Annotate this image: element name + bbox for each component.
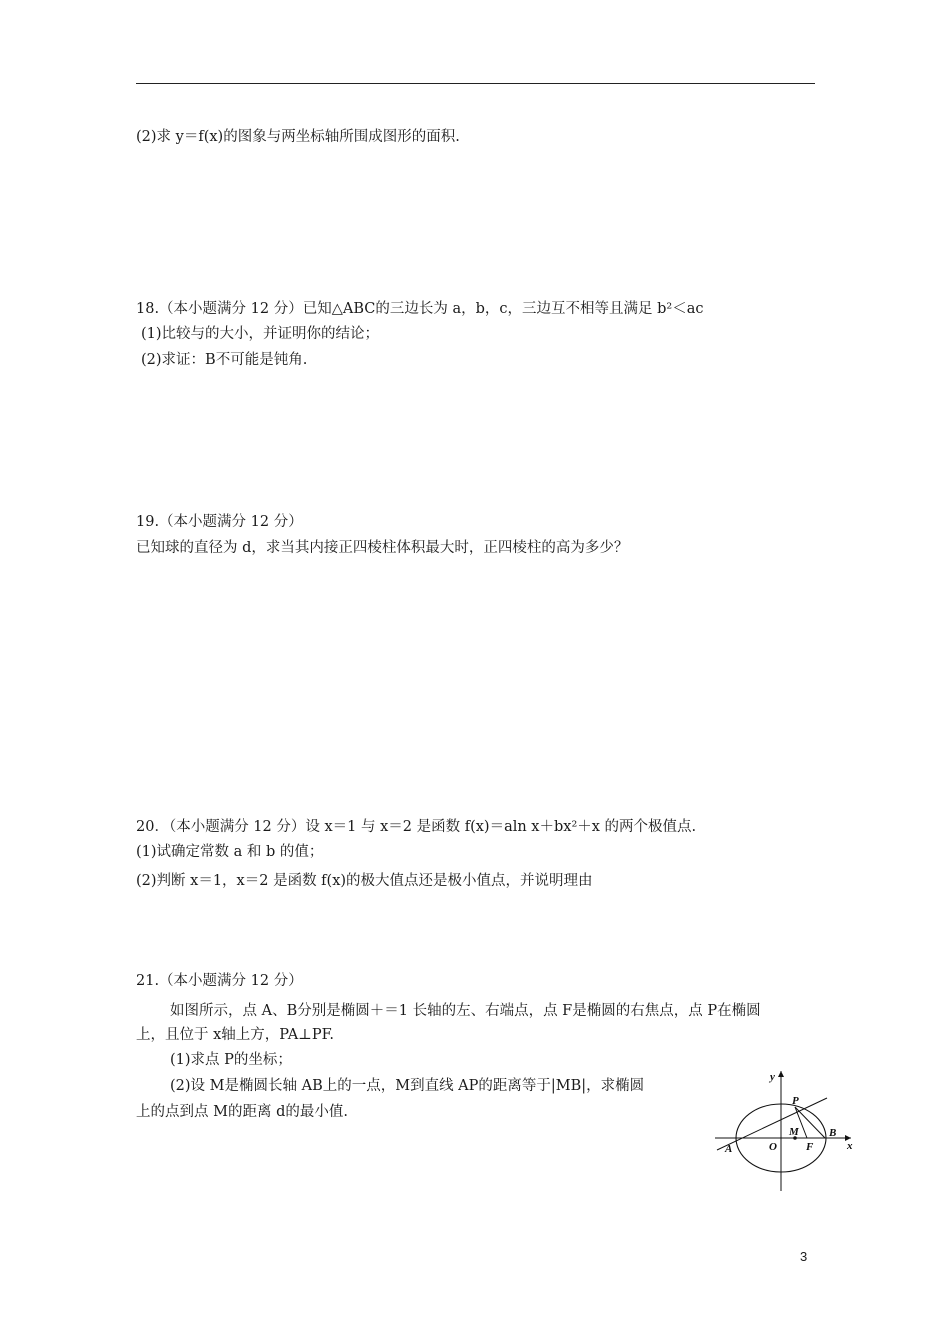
label-p: P: [792, 1095, 799, 1107]
prev-question-part-2: (2)求 y＝f(x)的图象与两坐标轴所围成图形的面积.: [136, 129, 460, 145]
question-21-stem: 21.（本小题满分 12 分）: [136, 973, 303, 989]
question-20-stem: 20．（本小题满分 12 分）设 x＝1 与 x＝2 是函数 f(x)＝aln x＋bx²＋x 的两个极值点.: [136, 819, 697, 835]
label-x: x: [847, 1140, 853, 1152]
label-o: O: [769, 1141, 777, 1153]
label-b: B: [829, 1127, 837, 1139]
question-20-part-1: (1)试确定常数 a 和 b 的值；: [136, 844, 324, 860]
question-20-part-2: (2)判断 x＝1，x＝2 是函数 f(x)的极大值点还是极小值点，并说明理由: [136, 873, 593, 889]
page-number: 3: [800, 1249, 808, 1264]
question-19-stem: 19.（本小题满分 12 分）: [136, 514, 303, 530]
question-21-part-2-line-1: (2)设 M是椭圆长轴 AB上的一点，M到直线 AP的距离等于|MB|，求椭圆: [170, 1078, 645, 1094]
label-y: y: [770, 1071, 775, 1083]
label-f: F: [806, 1141, 814, 1153]
question-21-body-line-1: 如图所示，点 A、B分别是椭圆＋＝1 长轴的左、右端点，点 F是椭圆的右焦点，点 P在椭圆: [170, 1003, 761, 1019]
header-rule: [136, 83, 815, 84]
question-18-part-1: (1)比较与的大小，并证明你的结论；: [141, 326, 380, 342]
ellipse-figure: [705, 1065, 855, 1195]
question-21-body-line-2: 上，且位于 x轴上方，PA⊥PF.: [136, 1027, 334, 1043]
question-18-part-2: (2)求证：B不可能是钝角.: [141, 352, 308, 368]
question-19-body: 已知球的直径为 d，求当其内接正四棱柱体积最大时，正四棱柱的高为多少？: [136, 540, 629, 556]
label-a: A: [725, 1143, 733, 1155]
question-21-part-2-line-2: 上的点到点 M的距离 d的最小值.: [136, 1104, 348, 1120]
question-18-stem: 18.（本小题满分 12 分）已知△ABC的三边长为 a，b，c，三边互不相等且满足 b²＜ac: [136, 301, 704, 317]
y-axis-arrow: [778, 1071, 784, 1077]
label-m: M: [789, 1126, 799, 1138]
question-21-part-1: (1)求点 P的坐标；: [170, 1052, 292, 1068]
